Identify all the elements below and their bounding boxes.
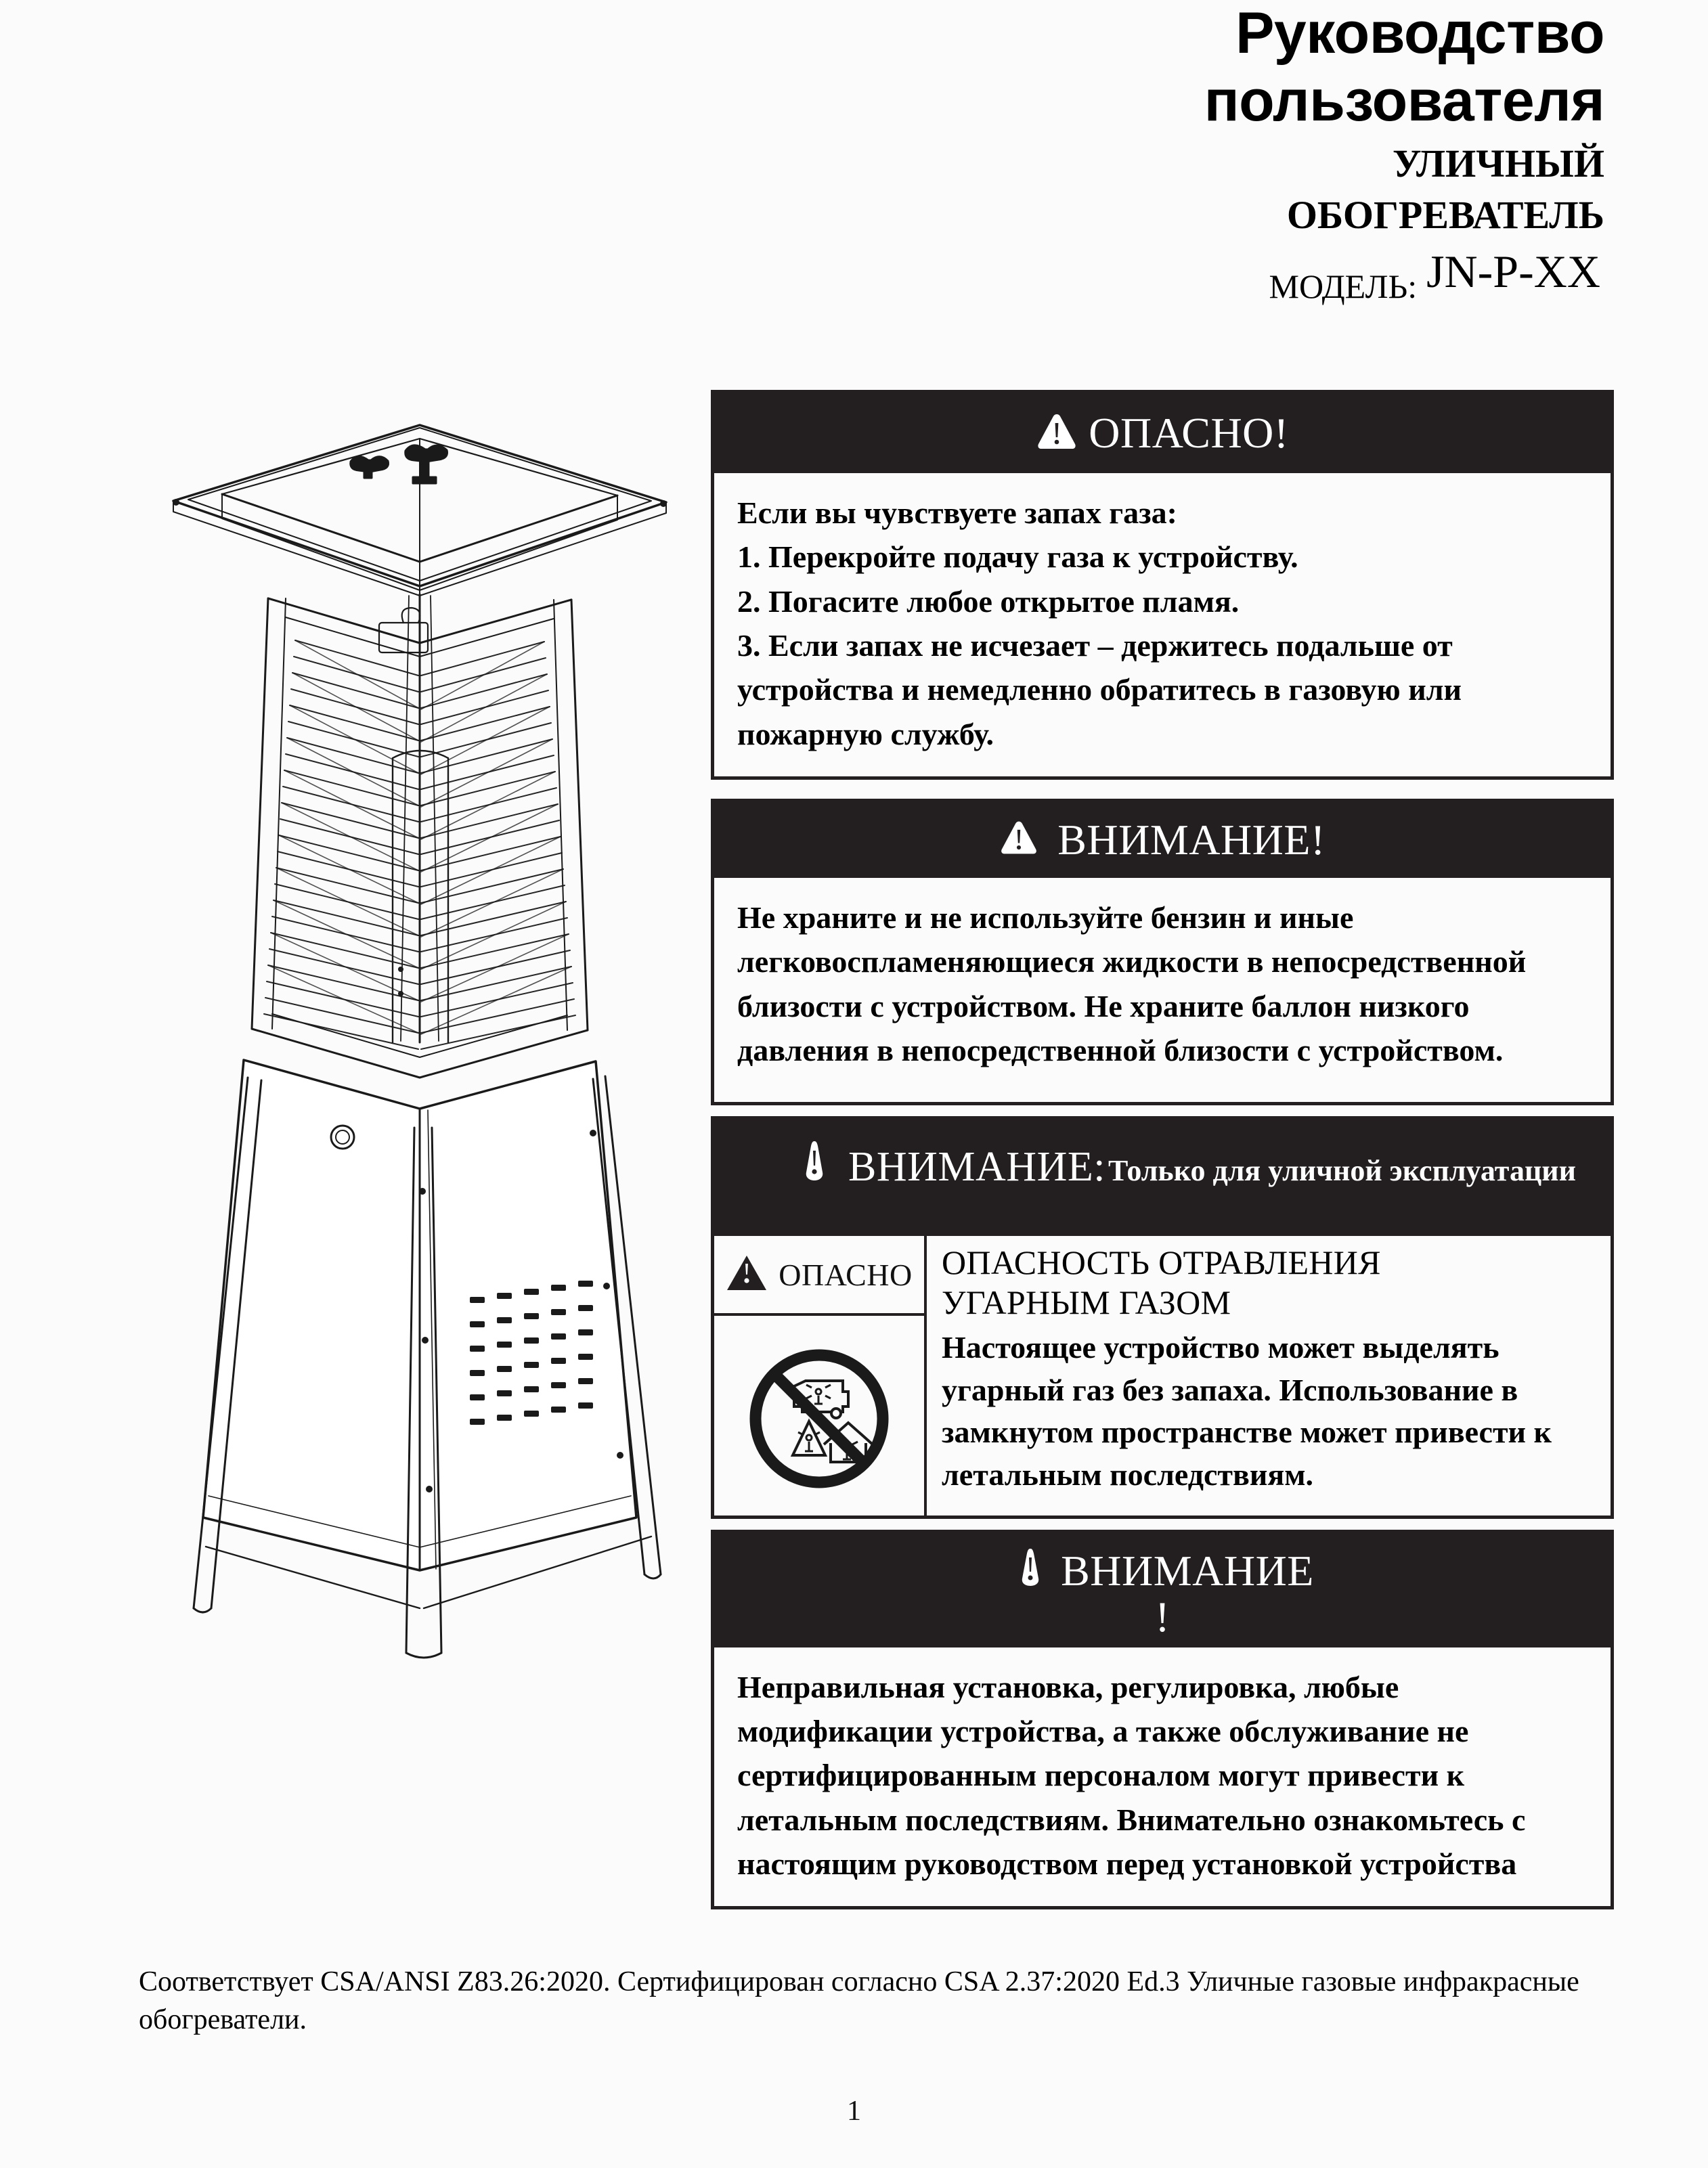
no-indoor-use-icon [741,1336,897,1495]
warning-fuel-body [714,878,1611,1102]
warning-box-column [711,390,1614,1909]
co-danger-cell [714,1236,924,1316]
outdoor-only-subtitle: Только для уличной эксплуатации [1108,1154,1576,1188]
warning-triangle-icon [1036,412,1078,455]
co-heading-line2: УГАРНЫМ ГАЗОМ [942,1283,1231,1322]
danger-gas-title: ОПАСНО! [1089,409,1289,458]
model-label: МОДЕЛЬ: [1269,267,1418,306]
warning-fuel-title: ВНИМАНИЕ! [1057,816,1326,864]
danger-gas-step-1: 1. Перекройте подачу газа к устройству. [737,539,1298,575]
outdoor-only-title: ВНИМАНИЕ: [848,1144,1105,1191]
co-table-right-column [927,1236,1611,1516]
heater-mesh-tower [252,594,588,1078]
danger-gas-band [714,393,1611,473]
warning-fuel-band [714,802,1611,878]
wing-nut-icon [351,445,447,483]
warning-fuel-box [711,799,1614,1105]
warning-install-box [711,1530,1614,1909]
product-illustration [135,325,704,1665]
product-subtitle-line2: ОБОГРЕВАТЕЛЬ [1286,192,1604,237]
warning-triangle-icon [999,819,1038,860]
co-danger-label: ОПАСНО [779,1257,913,1292]
co-table-left-column [714,1236,927,1516]
outdoor-only-text [848,1137,1576,1198]
danger-gas-step-2: 2. Погасите любое открытое пламя. [737,583,1240,619]
outdoor-only-band [714,1120,1611,1233]
warning-triangle-icon [795,1140,833,1185]
warning-triangle-icon [1011,1547,1050,1595]
co-poisoning-table [714,1233,1611,1516]
manual-title-line1: Руководство [1235,1,1604,66]
warning-install-text: Неправильная установка, регулировка, любые модификации устройства, а также обслуживание не сертифицированным персоналом могут привести к летальным последствиям. Внимательно ознакомьтесь с настоящим руководством перед установкой устройства [737,1669,1526,1881]
manual-title-line2: пользователя [1204,68,1604,133]
danger-gas-intro: Если вы чувствуете запах газа: [737,495,1177,530]
warning-install-body [714,1647,1611,1907]
danger-gas-body [714,473,1611,776]
page-number: 1 [847,2096,861,2127]
page-header [873,0,1632,306]
outdoor-only-box [711,1116,1614,1519]
warning-fuel-text: Не храните и не используйте бензин и иные легковоспламеняющиеся жидкости в непосредственной близости с устройством. Не храните баллон низкого давления в непосредственной близости с устройством. [737,900,1527,1067]
danger-gas-box [711,390,1614,780]
danger-gas-step-3: 3. Если запах не исчезает – держитесь подальше от устройства и немедленно обратитесь в газовую или пожарную службу. [737,627,1462,751]
co-body-text: Настоящее устройство может выделять угарный газ без запаха. Использование в замкнутом пространстве может привести к летальным последствиям. [942,1330,1552,1492]
co-prohibition-cell [714,1316,924,1516]
heater-base-cabinet [203,1060,636,1570]
model-row [873,245,1604,306]
product-subtitle-line1: УЛИЧНЫЙ [1393,141,1604,185]
warning-install-exclamation: ! [1155,1593,1170,1641]
co-heading-line1: ОПАСНОСТЬ ОТРАВЛЕНИЯ [942,1243,1381,1282]
warning-install-title-row [1011,1547,1314,1595]
warning-install-title: ВНИМАНИЕ [1061,1546,1314,1595]
warning-install-band [714,1533,1611,1647]
model-value: JN-P-XX [1426,246,1600,298]
compliance-footer: Соответствует CSA/ANSI Z83.26:2020. Сертифицирован согласно CSA 2.37:2020 Ed.3 Уличные газовые инфракрасные обогреватели. [139,1966,1579,2036]
warning-triangle-icon [726,1254,768,1296]
